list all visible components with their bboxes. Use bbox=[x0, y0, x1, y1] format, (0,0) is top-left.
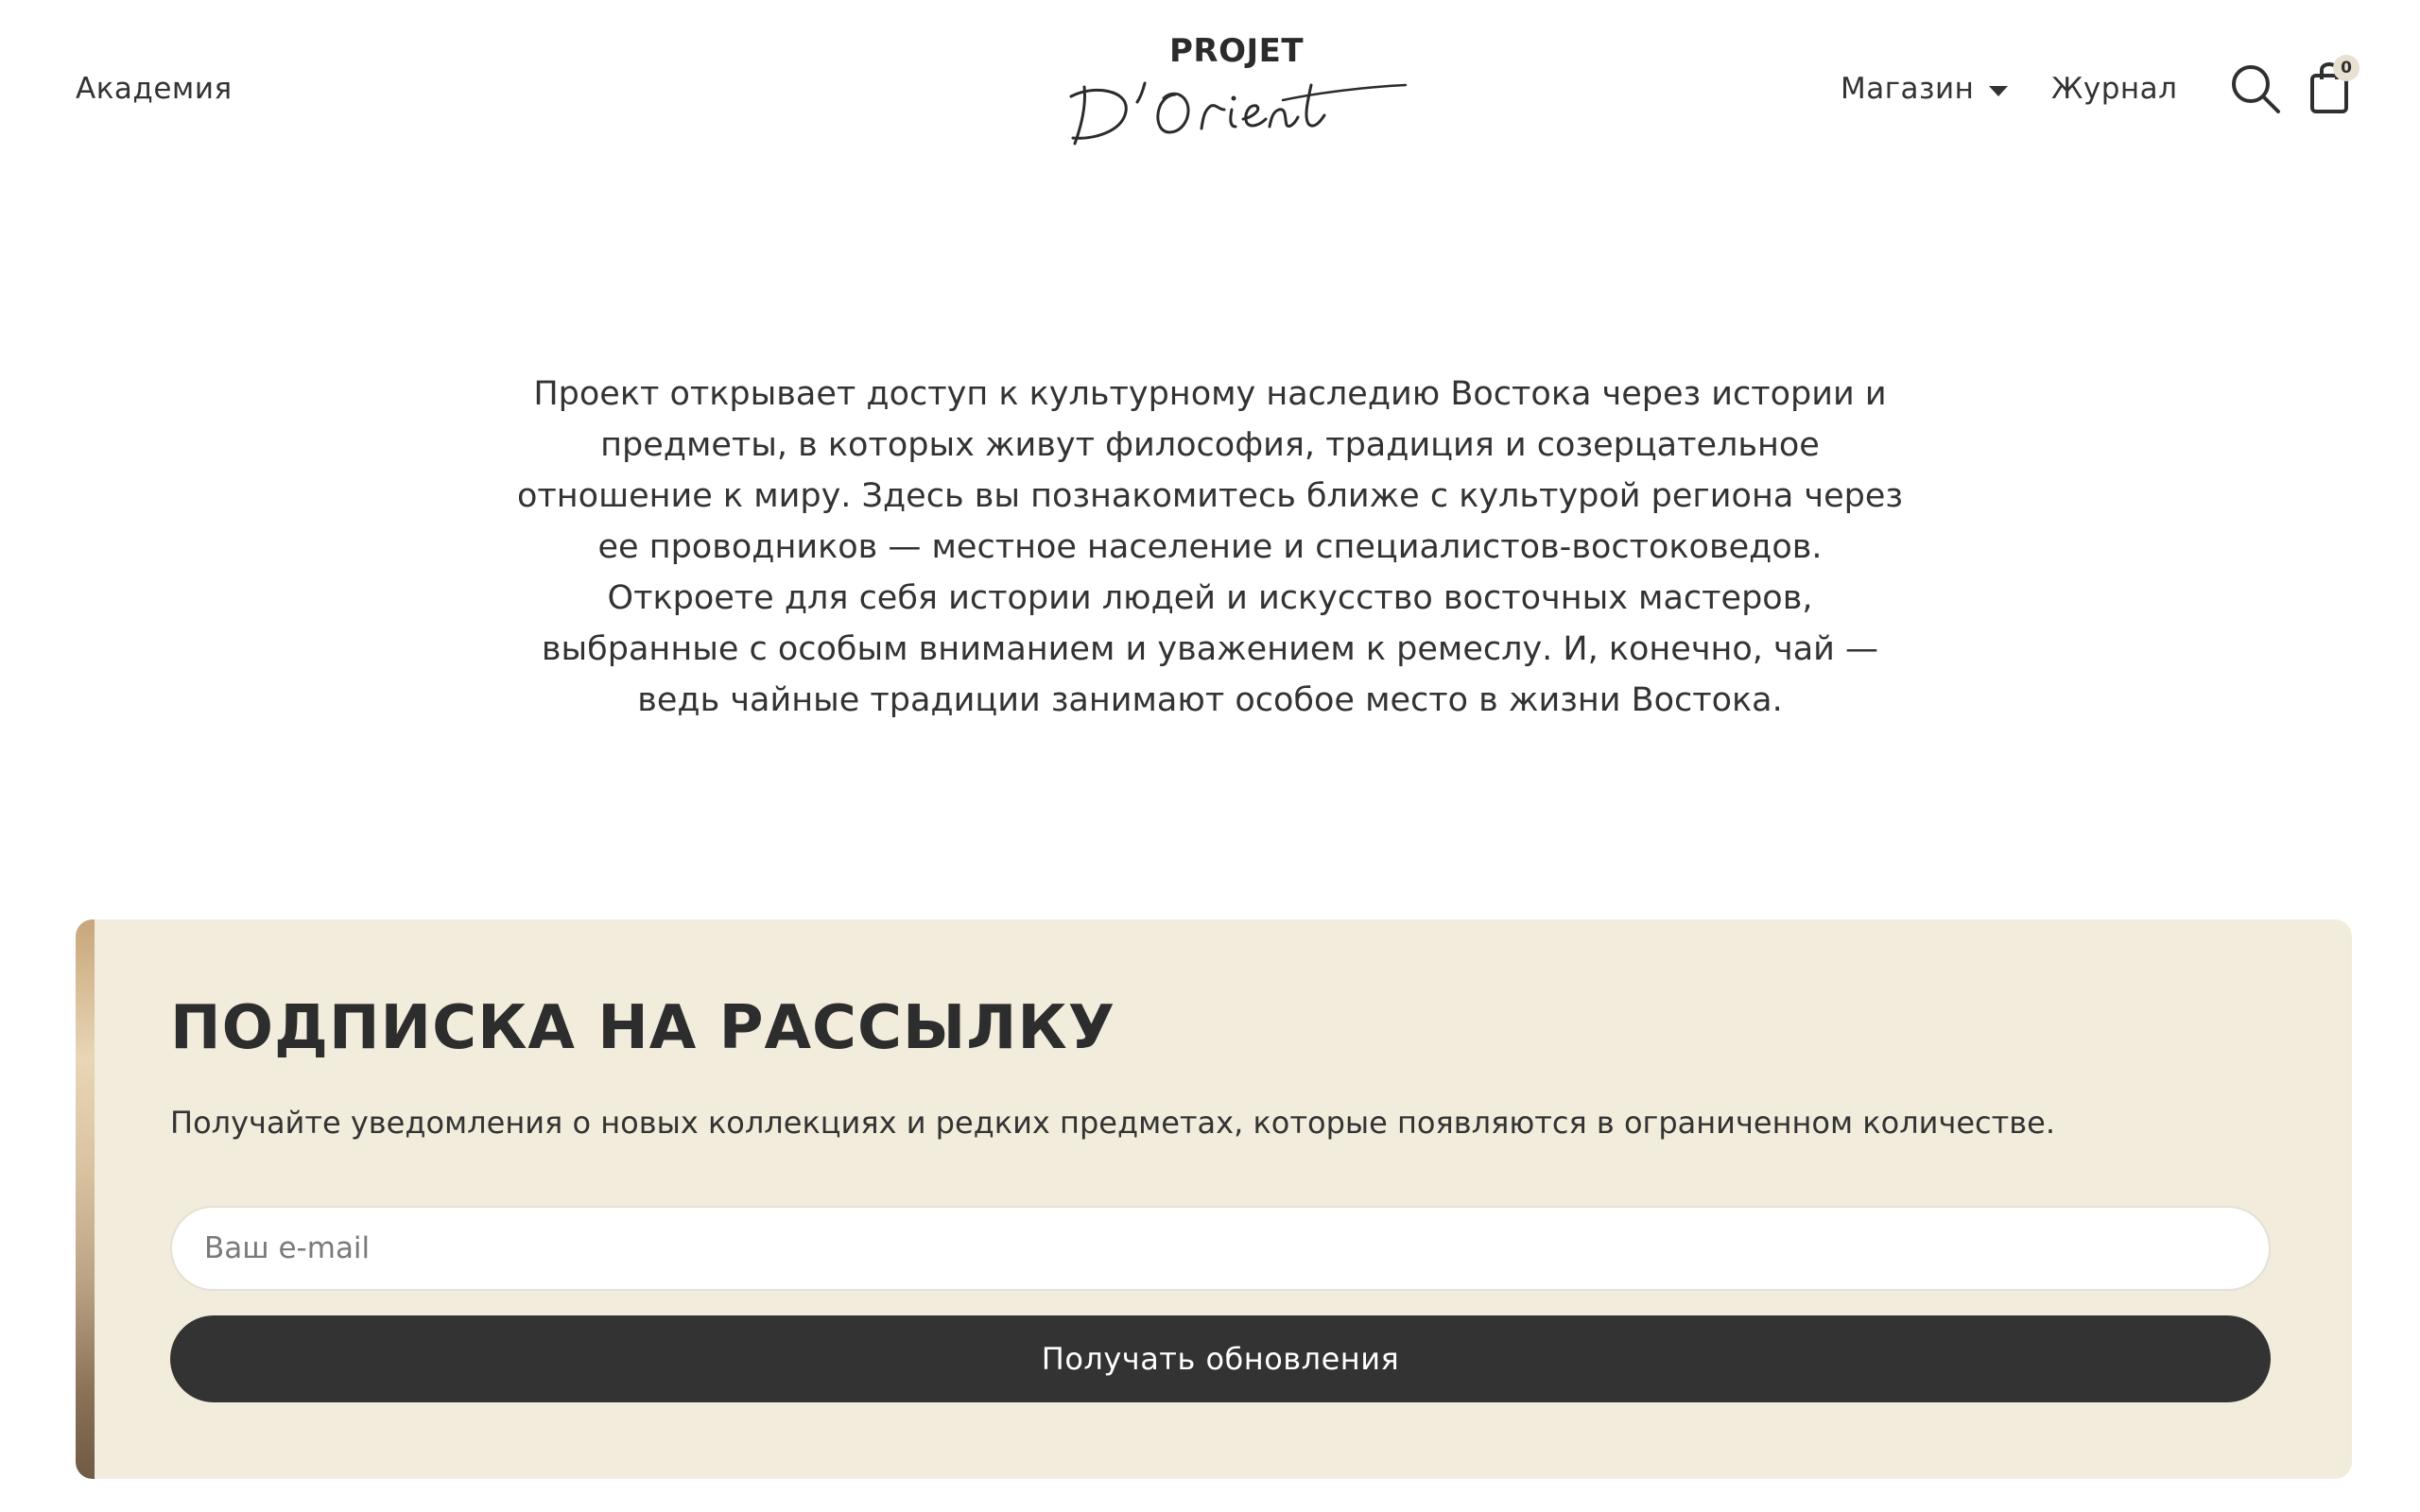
cart-count-badge: 0 bbox=[2333, 55, 2360, 81]
site-header bbox=[0, 0, 2420, 180]
email-input[interactable] bbox=[170, 1206, 2271, 1291]
intro-text bbox=[473, 369, 1947, 726]
intro-line: Откроете для себя истории людей и искусство восточных мастеров, bbox=[607, 579, 1813, 617]
newsletter-image-strip bbox=[76, 919, 95, 1479]
intro-line: отношение к миру. Здесь вы познакомитесь ближе с культурой региона через bbox=[516, 477, 1903, 515]
caret-down-icon[interactable] bbox=[1989, 86, 2008, 96]
nav-link-shop[interactable]: Магазин bbox=[1841, 72, 1975, 106]
newsletter-description: Получайте уведомления о новых коллекциях и редких предметах, которые появляются в ограниченном количестве. bbox=[170, 1105, 2055, 1141]
search-icon[interactable] bbox=[2229, 62, 2282, 115]
intro-line: Проект открывает доступ к культурному наследию Востока через истории и bbox=[533, 375, 1887, 413]
newsletter-title: ПОДПИСКА НА РАССЫЛКУ bbox=[170, 993, 1116, 1063]
intro-line: ведь чайные традиции занимают особое место в жизни Востока. bbox=[637, 681, 1783, 719]
newsletter-section bbox=[76, 919, 2352, 1479]
nav-link-journal[interactable]: Журнал bbox=[2051, 72, 2178, 106]
logo-script-image bbox=[1063, 57, 1413, 151]
intro-line: выбранные с особым вниманием и уважением к ремеслу. И, конечно, чай — bbox=[541, 630, 1879, 668]
subscribe-button[interactable]: Получать обновления bbox=[170, 1315, 2271, 1402]
logo-wordmark-top: PROJET bbox=[1169, 32, 1305, 70]
nav-link-academy[interactable]: Академия bbox=[76, 72, 233, 106]
intro-line: предметы, в которых живут философия, традиция и созерцательное bbox=[600, 426, 1820, 464]
site-logo[interactable] bbox=[1063, 28, 1413, 151]
intro-line: ее проводников — местное население и специалистов-востоковедов. bbox=[597, 528, 1823, 566]
